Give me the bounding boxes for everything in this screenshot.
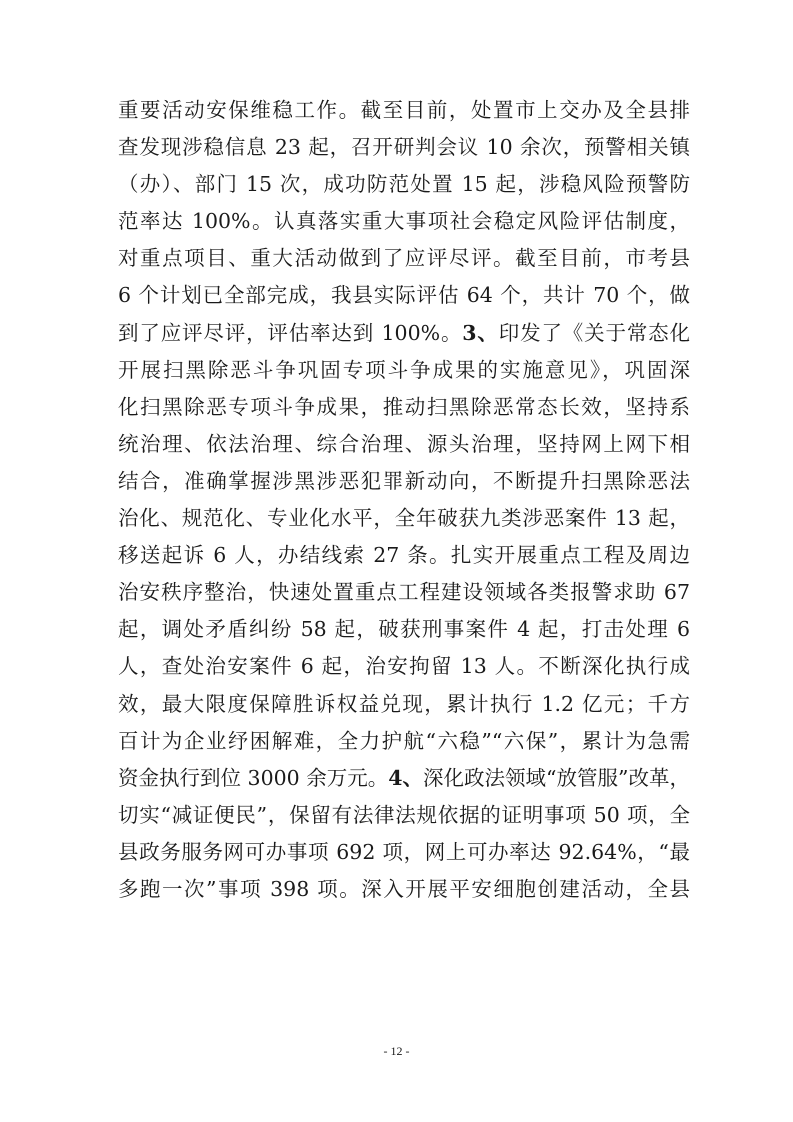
text-line-16: 人，查处治安案件 6 起，治安拘留 13 人。不断深化执行成 [118,654,690,679]
text-line-19-tail: 深化政法领域“放管服”改革， [423,765,690,790]
text-line-7-head: 到了应评尽评，评估率达到 100%。 [118,320,463,345]
text-line-2: 查发现涉稳信息 23 起，召开研判会议 10 余次，预警相关镇 [118,135,690,160]
text-line-21: 县政务服务网可办事项 692 项，网上可办率达 92.64%，“最 [118,839,690,864]
text-line-11: 结合，准确掌握涉黑涉恶犯罪新动向，不断提升扫黑除恶法 [118,468,690,493]
text-line-4: 范率达 100%。认真落实重大事项社会稳定风险评估制度， [118,209,690,234]
text-line-19 [118,760,690,797]
text-line-7-tail: 印发了《关于常态化 [498,320,690,345]
text-line-1: 重要活动安保维稳工作。截至目前，处置市上交办及全县排 [118,98,690,122]
text-line-19-head: 资金执行到位 3000 余万元。 [118,765,389,790]
text-line-22: 多跑一次”事项 398 项。深入开展平安细胞创建活动，全县 [118,876,690,901]
text-line-15: 起，调处矛盾纠纷 58 起，破获刑事案件 4 起，打击处理 6 [118,617,690,642]
text-line-6: 6 个计划已全部完成，我县实际评估 64 个，共计 70 个，做 [118,283,690,308]
body-text [118,92,690,908]
text-line-17: 效，最大限度保障胜诉权益兑现，累计执行 1.2 亿元；千方 [118,691,690,716]
section-number-3: 3、 [462,320,499,345]
text-line-3: （办）、部门 15 次，成功防范处置 15 起，涉稳风险预警防 [118,172,690,197]
text-line-9: 化扫黑除恶专项斗争成果，推动扫黑除恶常态长效，坚持系 [118,394,690,419]
text-line-13: 移送起诉 6 人，办结线索 27 条。扎实开展重点工程及周边 [118,543,690,568]
page-number: - 12 - [383,1044,410,1058]
text-line-10: 统治理、依法治理、综合治理、源头治理，坚持网上网下相 [118,431,690,456]
section-number-4: 4、 [388,765,424,790]
text-line-8: 开展扫黑除恶斗争巩固专项斗争成果的实施意见》，巩固深 [118,357,690,382]
text-line-12: 治化、规范化、专业化水平，全年破获九类涉恶案件 13 起， [118,506,690,531]
text-line-20: 切实“减证便民”，保留有法律法规依据的证明事项 50 项，全 [118,802,690,827]
text-line-14: 治安秩序整治，快速处置重点工程建设领域各类报警求助 67 [118,580,690,605]
text-line-7 [118,315,690,352]
text-line-18: 百计为企业纾困解难，全力护航“六稳”“六保”，累计为急需 [118,728,690,753]
text-line-5: 对重点项目、重大活动做到了应评尽评。截至目前，市考县 [118,246,690,271]
